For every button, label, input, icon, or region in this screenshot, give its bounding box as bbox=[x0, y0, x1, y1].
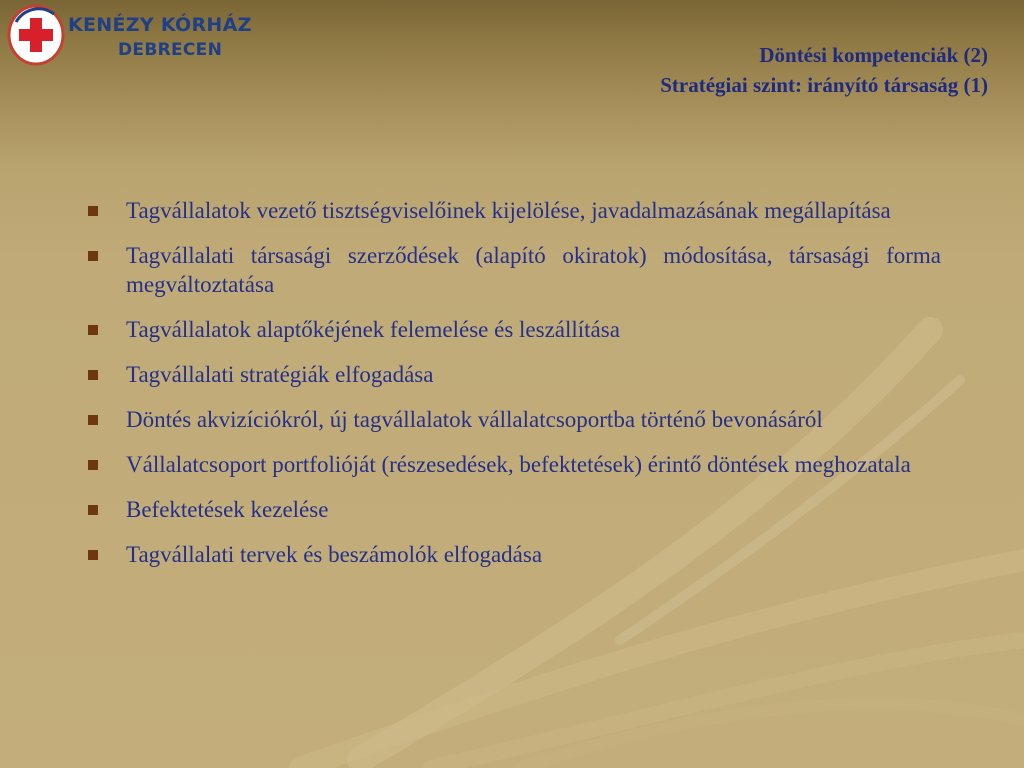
hospital-logo bbox=[4, 2, 252, 72]
bullet-text: Tagvállalati társasági szerződések (alapító okiratok) módosítása, társasági forma megváltoztatása bbox=[126, 243, 941, 297]
bullet-item bbox=[86, 405, 941, 434]
bullet-text: Befektetések kezelése bbox=[126, 497, 329, 522]
bullet-list bbox=[86, 196, 941, 585]
bullet-item bbox=[86, 315, 941, 344]
square-bullet-icon bbox=[88, 325, 98, 335]
square-bullet-icon bbox=[88, 370, 98, 380]
bullet-item bbox=[86, 360, 941, 389]
bullet-text: Tagvállalati stratégiák elfogadása bbox=[126, 362, 434, 387]
bullet-item bbox=[86, 241, 941, 299]
bullet-text: Tagvállalati tervek és beszámolók elfogadása bbox=[126, 542, 543, 567]
slide-title-line-1: Döntési kompetenciák (2) bbox=[759, 43, 988, 67]
bullet-item bbox=[86, 495, 941, 524]
square-bullet-icon bbox=[88, 505, 98, 515]
bullet-text: Tagvállalatok alaptőkéjének felemelése és leszállítása bbox=[126, 317, 620, 342]
square-bullet-icon bbox=[88, 415, 98, 425]
logo-text-hospital-name: KENÉZY KÓRHÁZ bbox=[68, 14, 252, 36]
red-cross-logo-icon bbox=[6, 4, 66, 66]
slide-title bbox=[660, 40, 988, 100]
square-bullet-icon bbox=[88, 206, 98, 216]
bullet-text: Tagvállalatok vezető tisztségviselőinek kijelölése, javadalmazásának megállapítása bbox=[126, 198, 891, 223]
bullet-item bbox=[86, 450, 941, 479]
bullet-item bbox=[86, 196, 941, 225]
square-bullet-icon bbox=[88, 460, 98, 470]
bullet-text: Vállalatcsoport portfolióját (részesedések, befektetések) érintő döntések meghozatala bbox=[126, 452, 911, 477]
bullet-text: Döntés akvizíciókról, új tagvállalatok vállalatcsoportba történő bevonásáról bbox=[126, 407, 823, 432]
bullet-item bbox=[86, 540, 941, 569]
slide-title-line-2: Stratégiai szint: irányító társaság (1) bbox=[660, 73, 988, 97]
logo-text-city: DEBRECEN bbox=[118, 40, 223, 60]
square-bullet-icon bbox=[88, 251, 98, 261]
square-bullet-icon bbox=[88, 550, 98, 560]
